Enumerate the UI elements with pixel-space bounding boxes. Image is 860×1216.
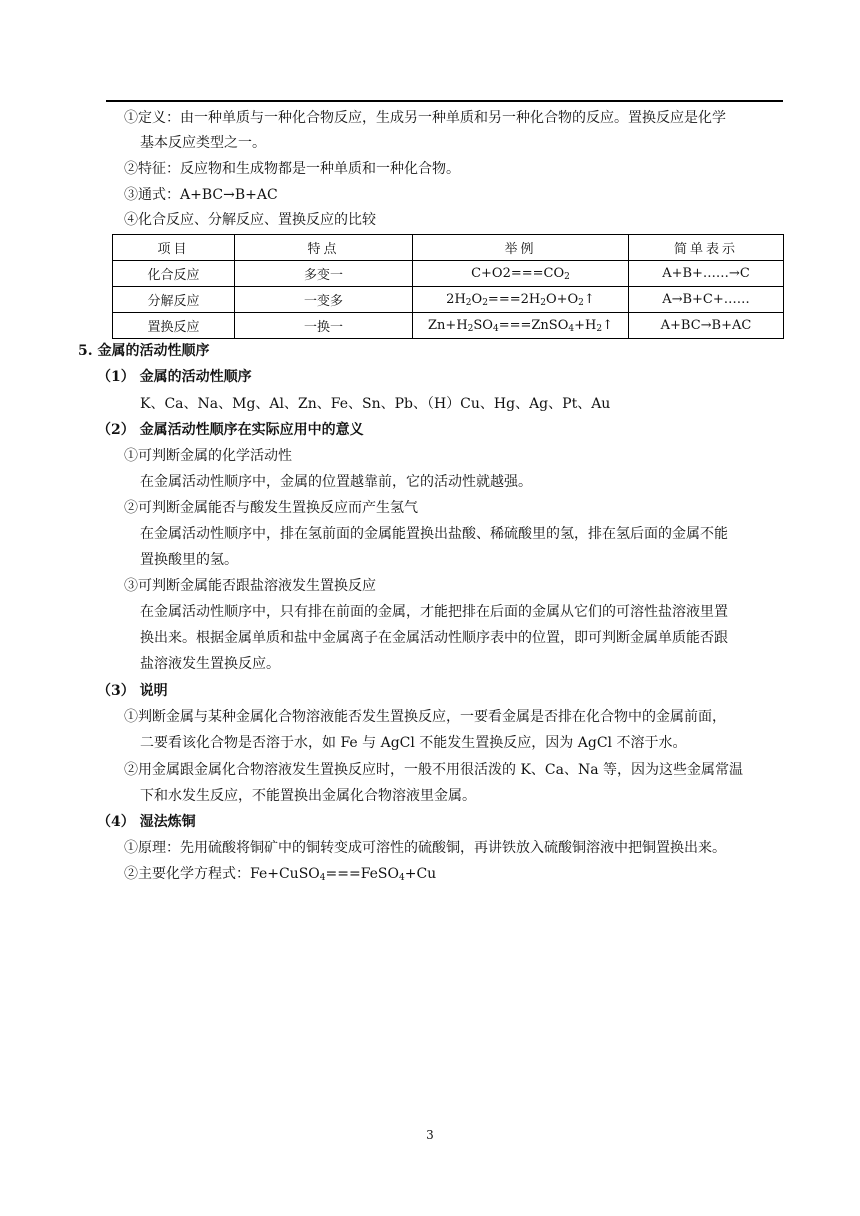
row-simple: A→B+C+…… [629, 287, 784, 313]
reaction-comparison-table [112, 234, 784, 339]
note-1-line-1: ①判断金属与某种金属化合物溶液能否发生置换反应，一要看金属是否排在化合物中的金属前面， [124, 709, 726, 725]
row-feature: 多变一 [235, 261, 413, 287]
subsection-2-heading: （2） 金属活动性顺序在实际应用中的意义 [97, 422, 364, 438]
table-header: 项目 [113, 235, 235, 261]
activity-series: K、Ca、Na、Mg、Al、Zn、Fe、Sn、Pb、（H）Cu、Hg、Ag、Pt、Au [140, 396, 611, 412]
table-row [113, 313, 784, 339]
header-rule [106, 100, 783, 102]
subsection-4-heading: （4） 湿法炼铜 [97, 814, 196, 830]
comparison-title: ④化合反应、分解反应、置换反应的比较 [124, 212, 376, 228]
point-3-text-2: 换出来。根据金属单质和盐中金属离子在金属活动性顺序表中的位置，即可判断金属单质能否跟 [140, 630, 728, 646]
row-simple: A+B+……→C [629, 261, 784, 287]
point-1-text: 在金属活动性顺序中，金属的位置越靠前，它的活动性就越强。 [140, 474, 532, 490]
row-simple: A+BC→B+AC [629, 313, 784, 339]
row-feature: 一换一 [235, 313, 413, 339]
row-feature: 一变多 [235, 287, 413, 313]
table-header: 举例 [413, 235, 629, 261]
row-item: 分解反应 [113, 287, 235, 313]
note-2-line-2: 下和水发生反应，不能置换出金属化合物溶液里金属。 [140, 788, 476, 804]
row-example: $2H_2O_2===2H_2O+O_2↑$ [413, 287, 629, 313]
page-number: 3 [426, 1128, 434, 1142]
general-formula: ③通式：A+BC→B+AC [124, 187, 278, 203]
table-row [113, 261, 784, 287]
definition-line-2: 基本反应类型之一。 [140, 135, 266, 151]
row-example: $C+O2===CO_2$ [413, 261, 629, 287]
note-2-line-1: ②用金属跟金属化合物溶液发生置换反应时，一般不用很活泼的 K、Ca、Na 等，因为这些金属常温 [124, 762, 744, 778]
row-example: $Zn+H_2SO_4===ZnSO_4+H_2↑$ [413, 313, 629, 339]
principle-line: ①原理：先用硫酸将铜矿中的铜转变成可溶性的硫酸铜，再讲铁放入硫酸铜溶液中把铜置换出来。 [124, 840, 726, 856]
row-item: 化合反应 [113, 261, 235, 287]
point-3-text-3: 盐溶液发生置换反应。 [140, 656, 280, 672]
table-header-row [113, 235, 784, 261]
point-2-title: ②可判断金属能否与酸发生置换反应而产生氢气 [124, 500, 418, 516]
table-row [113, 287, 784, 313]
point-3-text-1: 在金属活动性顺序中，只有排在前面的金属，才能把排在后面的金属从它们的可溶性盐溶液里置 [140, 604, 728, 620]
table-header: 特点 [235, 235, 413, 261]
table-header: 简单表示 [629, 235, 784, 261]
row-item: 置换反应 [113, 313, 235, 339]
subsection-1-heading: （1） 金属的活动性顺序 [97, 369, 252, 385]
main-equation: ②主要化学方程式：Fe+CuSO$_4$===FeSO$_4$+Cu [124, 866, 437, 883]
point-1-title: ①可判断金属的化学活动性 [124, 448, 292, 464]
point-2-text-1: 在金属活动性顺序中，排在氢前面的金属能置换出盐酸、稀硫酸里的氢，排在氢后面的金属不能 [140, 526, 728, 542]
subsection-3-heading: （3） 说明 [97, 683, 168, 699]
section-5-heading: 5. 金属的活动性顺序 [78, 343, 210, 359]
note-1-line-2: 二要看该化合物是否溶于水，如 Fe 与 AgCl 不能发生置换反应，因为 AgCl 不溶于水。 [140, 735, 687, 751]
definition-line-1: ①定义：由一种单质与一种化合物反应，生成另一种单质和另一种化合物的反应。置换反应是化学 [124, 110, 726, 126]
feature-line: ②特征：反应物和生成物都是一种单质和一种化合物。 [124, 161, 460, 177]
point-2-text-2: 置换酸里的氢。 [140, 552, 238, 568]
point-3-title: ③可判断金属能否跟盐溶液发生置换反应 [124, 578, 376, 594]
